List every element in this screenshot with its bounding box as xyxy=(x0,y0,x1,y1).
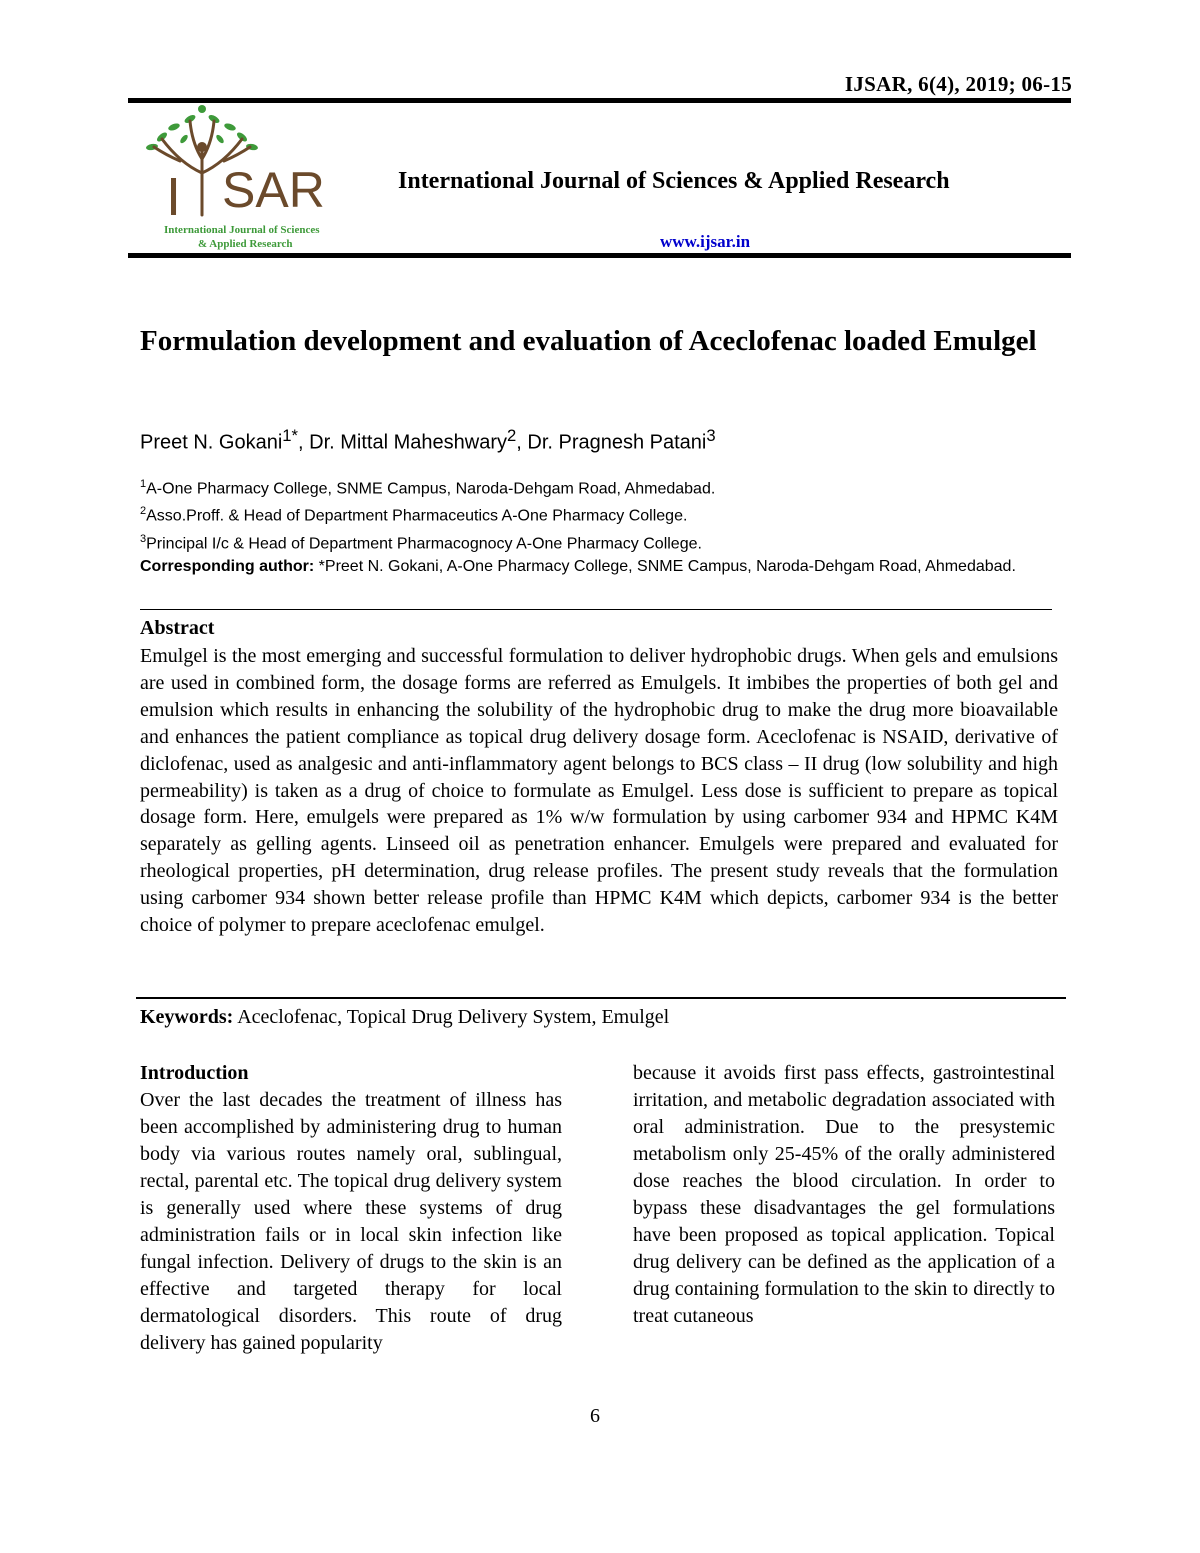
logo-wordmark-right: SAR xyxy=(222,162,325,218)
author-superscript: 3 xyxy=(706,426,716,445)
page-number: 6 xyxy=(590,1405,600,1427)
intro-heading: Introduction xyxy=(140,1062,249,1084)
keywords xyxy=(140,1006,669,1029)
affiliations xyxy=(140,473,1060,578)
intro-right-text: because it avoids first pass effects, gastrointestinal irritation, and metabolic degradation associated with oral administration. Due to the presystemic metabolism only 25-45% of the orally administered dose reaches the blood circulation. In order to bypass these disadvantages the gel formulations have been proposed as topical application. Topical drug delivery can be defined as the application of a drug containing formulation to the skin to directly to treat cutaneous xyxy=(633,1062,1055,1327)
separator-line xyxy=(140,609,1052,610)
keywords-label: Keywords: xyxy=(140,1006,234,1028)
author-list xyxy=(140,426,716,455)
author-name: , Dr. Pragnesh Patani xyxy=(516,431,707,454)
logo-wordmark-left: I xyxy=(166,167,182,227)
affiliation-line: $^3$Principal I/c & Head of Department Pharmacognocy A-One Pharmacy College. xyxy=(140,532,702,552)
logo-caption-line1: International Journal of Sciences xyxy=(164,224,320,236)
author-name: , Dr. Mittal Maheshwary xyxy=(298,431,507,454)
abstract-heading: Abstract xyxy=(140,617,215,639)
logo-tree-icon xyxy=(140,103,355,253)
affiliation-line: $^2$Asso.Proff. & Head of Department Pharmaceutics A-One Pharmacy College. xyxy=(140,505,688,525)
abstract-bottom-rule xyxy=(136,997,1066,999)
corresponding-author: Corresponding author: *Preet N. Gokani, A-One Pharmacy College, SNME Campus, Naroda-Dehgam Road, Ahmedabad. xyxy=(140,557,1016,575)
abstract-text: Emulgel is the most emerging and successful formulation to deliver hydrophobic drugs. When gels and emulsions are used in combined form, the dosage forms are referred as Emulgels. It imbibes the properties of both gel and emulsion which results in enhancing the solubility of the hydrophobic drug to make the drug more bioavailable and enhances the patient compliance as topical drug delivery dosage form. Aceclofenac is NSAID, derivative of diclofenac, used as analgesic and anti-inflammatory agent belongs to BCS class – II drug (low solubility and high permeability) is taken as a drug of choice to formulate as Emulgel. Less dose is sufficient to prepare as topical dosage form. Here, emulgels were prepared as 1% w/w formulation by using carbomer 934 and HPMC K4M separately as gelling agents. Linseed oil as penetration enhancer. Emulgels were prepared and evaluated for rheological properties, pH determination, drug release profiles. The present study reveals that the formulation using carbomer 934 shown better release profile than HPMC K4M which depicts, carbomer 934 is the better choice of polymer to prepare aceclofenac emulgel. xyxy=(140,645,1058,937)
author-name: Preet N. Gokani xyxy=(140,431,283,454)
intro-right-column xyxy=(633,1060,1055,1330)
logo-caption-line2: & Applied Research xyxy=(198,238,293,250)
journal-name: International Journal of Sciences & Applied Research xyxy=(398,168,950,194)
intro-left-text: Over the last decades the treatment of illness has been accomplished by administering drug to human body via various routes namely oral, sublingual, rectal, parental etc. The topical drug delivery system is generally used where these systems of drug administration fails or in local skin infection like fungal infection. Delivery of drugs to the skin is an effective and targeted therapy for local dermatological disorders. This route of drug delivery has gained popularity xyxy=(140,1089,562,1354)
article-title: Formulation development and evaluation of Aceclofenac loaded Emulgel xyxy=(140,325,1037,357)
journal-reference: IJSAR, 6(4), 2019; 06-15 xyxy=(844,72,1072,96)
intro-left-column xyxy=(140,1060,562,1357)
journal-url-link[interactable]: www.ijsar.in xyxy=(660,232,751,251)
journal-logo xyxy=(140,103,355,253)
author-superscript: 2 xyxy=(507,426,517,445)
keywords-text: Aceclofenac, Topical Drug Delivery System, Emulgel xyxy=(233,1006,670,1028)
affiliation-line: $^1$A-One Pharmacy College, SNME Campus, Naroda-Dehgam Road, Ahmedabad. xyxy=(140,478,716,498)
header-rule-bottom xyxy=(128,253,1071,258)
corresponding-label: Corresponding author: xyxy=(140,557,315,575)
author-superscript: 1* xyxy=(282,426,299,445)
